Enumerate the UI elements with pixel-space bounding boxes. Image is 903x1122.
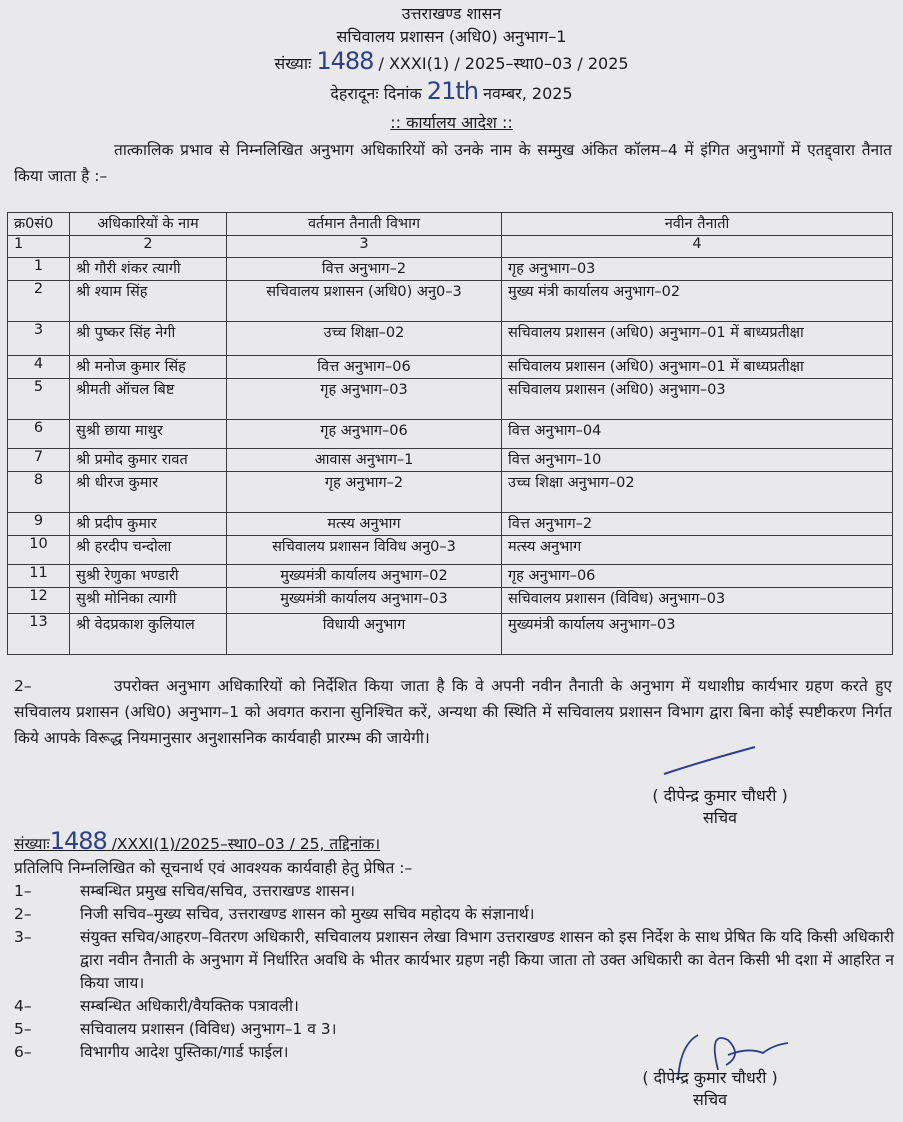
current-posting-cell: विधायी अनुभाग: [227, 614, 502, 655]
new-posting-cell: वित्त अनुभाग–10: [502, 449, 893, 472]
copy-reference-suffix: /XXXI(1)/2025–स्था0–03 / 25, तद्दिनांक।: [111, 835, 381, 853]
paragraph-2-text: उपरोक्त अनुभाग अधिकारियों को निर्देशित किया जाता है कि वे अपनी नवीन तैनाती के अनुभाग में यथाशीघ्र कार्यभार ग्रहण करते हुए सचिवालय प्रशासन (अधि0) अनुभाग–1 को अवगत कराना सुनिश्चित करें, अन्यथा की स्थिति में सचिवालय प्रशासन विभाग द्वारा बिना कोई स्पष्टीकरण निर्गत किये आपके विरूद्ध नियमानुसार अनुशासनिक कार्यवाही प्रारम्भ की जायेगी।: [14, 677, 892, 747]
department-name: सचिवालय प्रशासन (अधि0) अनुभाग–1: [336, 27, 567, 46]
signature-stroke: [660, 740, 760, 780]
serial-cell: 6: [8, 420, 70, 449]
officer-name-cell: श्री हरदीप चन्दोला: [70, 536, 227, 565]
table-row: [8, 379, 893, 420]
handwritten-date: 21th: [426, 77, 478, 105]
new-posting-cell: वित्त अनुभाग–2: [502, 513, 893, 536]
officer-name-cell: श्रीमती ऑचल बिष्ट: [70, 379, 227, 420]
serial-cell: 1: [8, 258, 70, 281]
header-serial: क्र0सं0: [8, 213, 70, 236]
table-row: [8, 258, 893, 281]
new-posting-cell: गृह अनुभाग–03: [502, 258, 893, 281]
current-posting-cell: सचिवालय प्रशासन विविध अनु0–3: [227, 536, 502, 565]
copy-recipient-text: निजी सचिव–मुख्य सचिव, उत्तराखण्ड शासन को मुख्य सचिव महोदय के संज्ञानार्थ।: [80, 905, 535, 923]
government-name: उत्तराखण्ड शासन: [401, 4, 502, 23]
new-posting-cell: सचिवालय प्रशासन (विविध) अनुभाग–03: [502, 588, 893, 614]
officer-name-cell: सुश्री छाया माथुर: [70, 420, 227, 449]
copy-recipient-item: [14, 880, 894, 903]
header-new-posting: नवीन तैनाती: [502, 213, 893, 236]
officer-name-cell: श्री धीरज कुमार: [70, 472, 227, 513]
table-row: [8, 281, 893, 322]
officer-name-cell: श्री श्याम सिंह: [70, 281, 227, 322]
signatory-designation: सचिव: [692, 1090, 728, 1109]
signature-stroke-path: [664, 747, 755, 774]
handwritten-reference-number: 1488: [316, 47, 374, 75]
header-name: अधिकारियों के नाम: [70, 213, 227, 236]
copy-recipient-number: 4–: [14, 997, 32, 1015]
posting-table: [7, 212, 893, 655]
new-posting-cell: सचिवालय प्रशासन (अधि0) अनुभाग–01 में बाध्यप्रतीक्षा: [502, 322, 893, 356]
table-row: [8, 420, 893, 449]
copy-recipient-item: [14, 926, 894, 995]
serial-cell: 2: [8, 281, 70, 322]
copy-recipient-text: सम्बन्धित प्रमुख सचिव/सचिव, उत्तराखण्ड शासन।: [80, 882, 355, 900]
reference-line: [0, 48, 903, 77]
copy-recipient-text: विभागीय आदेश पुस्तिका/गार्ड फाईल।: [80, 1043, 289, 1061]
serial-cell: 4: [8, 356, 70, 379]
table-row: [8, 322, 893, 356]
new-posting-cell: मत्स्य अनुभाग: [502, 536, 893, 565]
signatory-name: ( दीपेन्द्र कुमार चौधरी ): [642, 1068, 778, 1087]
current-posting-cell: गृह अनुभाग–06: [227, 420, 502, 449]
current-posting-cell: गृह अनुभाग–2: [227, 472, 502, 513]
place-date-line: [0, 78, 903, 107]
current-posting-cell: मत्स्य अनुभाग: [227, 513, 502, 536]
copy-recipient-number: 1–: [14, 882, 32, 900]
new-posting-cell: मुख्यमंत्री कार्यालय अनुभाग–03: [502, 614, 893, 655]
copy-recipient-text: सम्बन्धित अधिकारी/वैयक्तिक पत्रावली।: [80, 997, 299, 1015]
column-number: 2: [70, 236, 227, 258]
officer-name-cell: श्री वेदप्रकाश कुलियाल: [70, 614, 227, 655]
serial-cell: 12: [8, 588, 70, 614]
table-row: [8, 536, 893, 565]
handwritten-copy-number: 1488: [49, 827, 107, 855]
current-posting-cell: मुख्यमंत्री कार्यालय अनुभाग–03: [227, 588, 502, 614]
copy-intro: प्रतिलिपि निम्नलिखित को सूचनार्थ एवं आवश्यक कार्यवाही हेतु प्रेषित :–: [14, 859, 413, 877]
copy-reference-line: [14, 828, 380, 857]
column-number: 1: [8, 236, 70, 258]
copy-recipient-number: 6–: [14, 1043, 32, 1061]
header-current-posting: वर्तमान तैनाती विभाग: [227, 213, 502, 236]
copy-recipient-number: 2–: [14, 905, 32, 923]
current-posting-cell: वित्त अनुभाग–06: [227, 356, 502, 379]
copy-reference-label: संख्याः: [14, 835, 50, 853]
copy-recipient-item: [14, 903, 894, 926]
current-posting-cell: गृह अनुभाग–03: [227, 379, 502, 420]
paragraph-2: [14, 673, 892, 751]
officer-name-cell: श्री मनोज कुमार सिंह: [70, 356, 227, 379]
table-header-row: [8, 213, 893, 236]
copy-recipient-item: [14, 995, 894, 1018]
officer-name-cell: श्री प्रमोद कुमार रावत: [70, 449, 227, 472]
table-row: [8, 356, 893, 379]
intro-paragraph: तात्कालिक प्रभाव से निम्नलिखित अनुभाग अधिकारियों को उनके नाम के सम्मुख अंकित कॉलम–4 में इंगित अनुभागों में एतद्द्वारा तैनात किया जाता है :–: [14, 141, 892, 185]
table-row: [8, 614, 893, 655]
table-row: [8, 449, 893, 472]
officer-name-cell: सुश्री रेणुका भण्डारी: [70, 565, 227, 588]
signatory-designation: सचिव: [702, 808, 738, 827]
officer-name-cell: श्री पुष्कर सिंह नेगी: [70, 322, 227, 356]
officer-name-cell: श्री गौरी शंकर त्यागी: [70, 258, 227, 281]
table-row: [8, 472, 893, 513]
table-row: [8, 588, 893, 614]
paragraph-2-number: 2–: [14, 677, 32, 695]
new-posting-cell: वित्त अनुभाग–04: [502, 420, 893, 449]
table-row: [8, 565, 893, 588]
current-posting-cell: वित्त अनुभाग–2: [227, 258, 502, 281]
current-posting-cell: आवास अनुभाग–1: [227, 449, 502, 472]
new-posting-cell: सचिवालय प्रशासन (अधि0) अनुभाग–03: [502, 379, 893, 420]
signature-block-1: [610, 785, 830, 829]
current-posting-cell: सचिवालय प्रशासन (अधि0) अनु0–3: [227, 281, 502, 322]
current-posting-cell: मुख्यमंत्री कार्यालय अनुभाग–02: [227, 565, 502, 588]
table-body: [8, 258, 893, 655]
current-posting-cell: उच्च शिक्षा–02: [227, 322, 502, 356]
copy-recipient-text: सचिवालय प्रशासन (विविध) अनुभाग–1 व 3।: [80, 1020, 337, 1038]
serial-cell: 13: [8, 614, 70, 655]
place-label: देहरादूनः दिनांक: [330, 84, 422, 103]
reference-suffix: / XXXI(1) / 2025–स्था0–03 / 2025: [378, 54, 629, 73]
new-posting-cell: गृह अनुभाग–06: [502, 565, 893, 588]
signature-block-2: [610, 1067, 810, 1111]
serial-cell: 5: [8, 379, 70, 420]
copy-recipient-text: संयुक्त सचिव/आहरण–वितरण अधिकारी, सचिवालय प्रशासन लेखा विभाग उत्तराखण्ड शासन को इस निर्देश के साथ प्रेषित कि यदि किसी अधिकारी द्वारा नवीन तैनाती के अनुभाग में निर्धारित अवधि के भीतर कार्यभार ग्रहण नही किया जाता तो उक्त अधिकारी का वेतन किसी भी दशा में आहरित न किया जाय।: [80, 928, 894, 992]
serial-cell: 9: [8, 513, 70, 536]
officer-name-cell: श्री प्रदीप कुमार: [70, 513, 227, 536]
serial-cell: 7: [8, 449, 70, 472]
table-row: [8, 513, 893, 536]
copy-recipient-number: 5–: [14, 1020, 32, 1038]
new-posting-cell: सचिवालय प्रशासन (अधि0) अनुभाग–01 में बाध्यप्रतीक्षा: [502, 356, 893, 379]
date-suffix: नवम्बर, 2025: [483, 84, 573, 103]
serial-cell: 10: [8, 536, 70, 565]
copy-recipient-number: 3–: [14, 928, 32, 946]
serial-cell: 3: [8, 322, 70, 356]
serial-cell: 8: [8, 472, 70, 513]
new-posting-cell: उच्च शिक्षा अनुभाग–02: [502, 472, 893, 513]
serial-cell: 11: [8, 565, 70, 588]
column-number: 3: [227, 236, 502, 258]
order-title: :: कार्यालय आदेश ::: [390, 113, 513, 132]
new-posting-cell: मुख्य मंत्री कार्यालय अनुभाग–02: [502, 281, 893, 322]
table-column-number-row: [8, 236, 893, 258]
signatory-name: ( दीपेन्द्र कुमार चौधरी ): [652, 786, 788, 805]
reference-label: संख्याः: [274, 54, 312, 73]
column-number: 4: [502, 236, 893, 258]
officer-name-cell: सुश्री मोनिका त्यागी: [70, 588, 227, 614]
